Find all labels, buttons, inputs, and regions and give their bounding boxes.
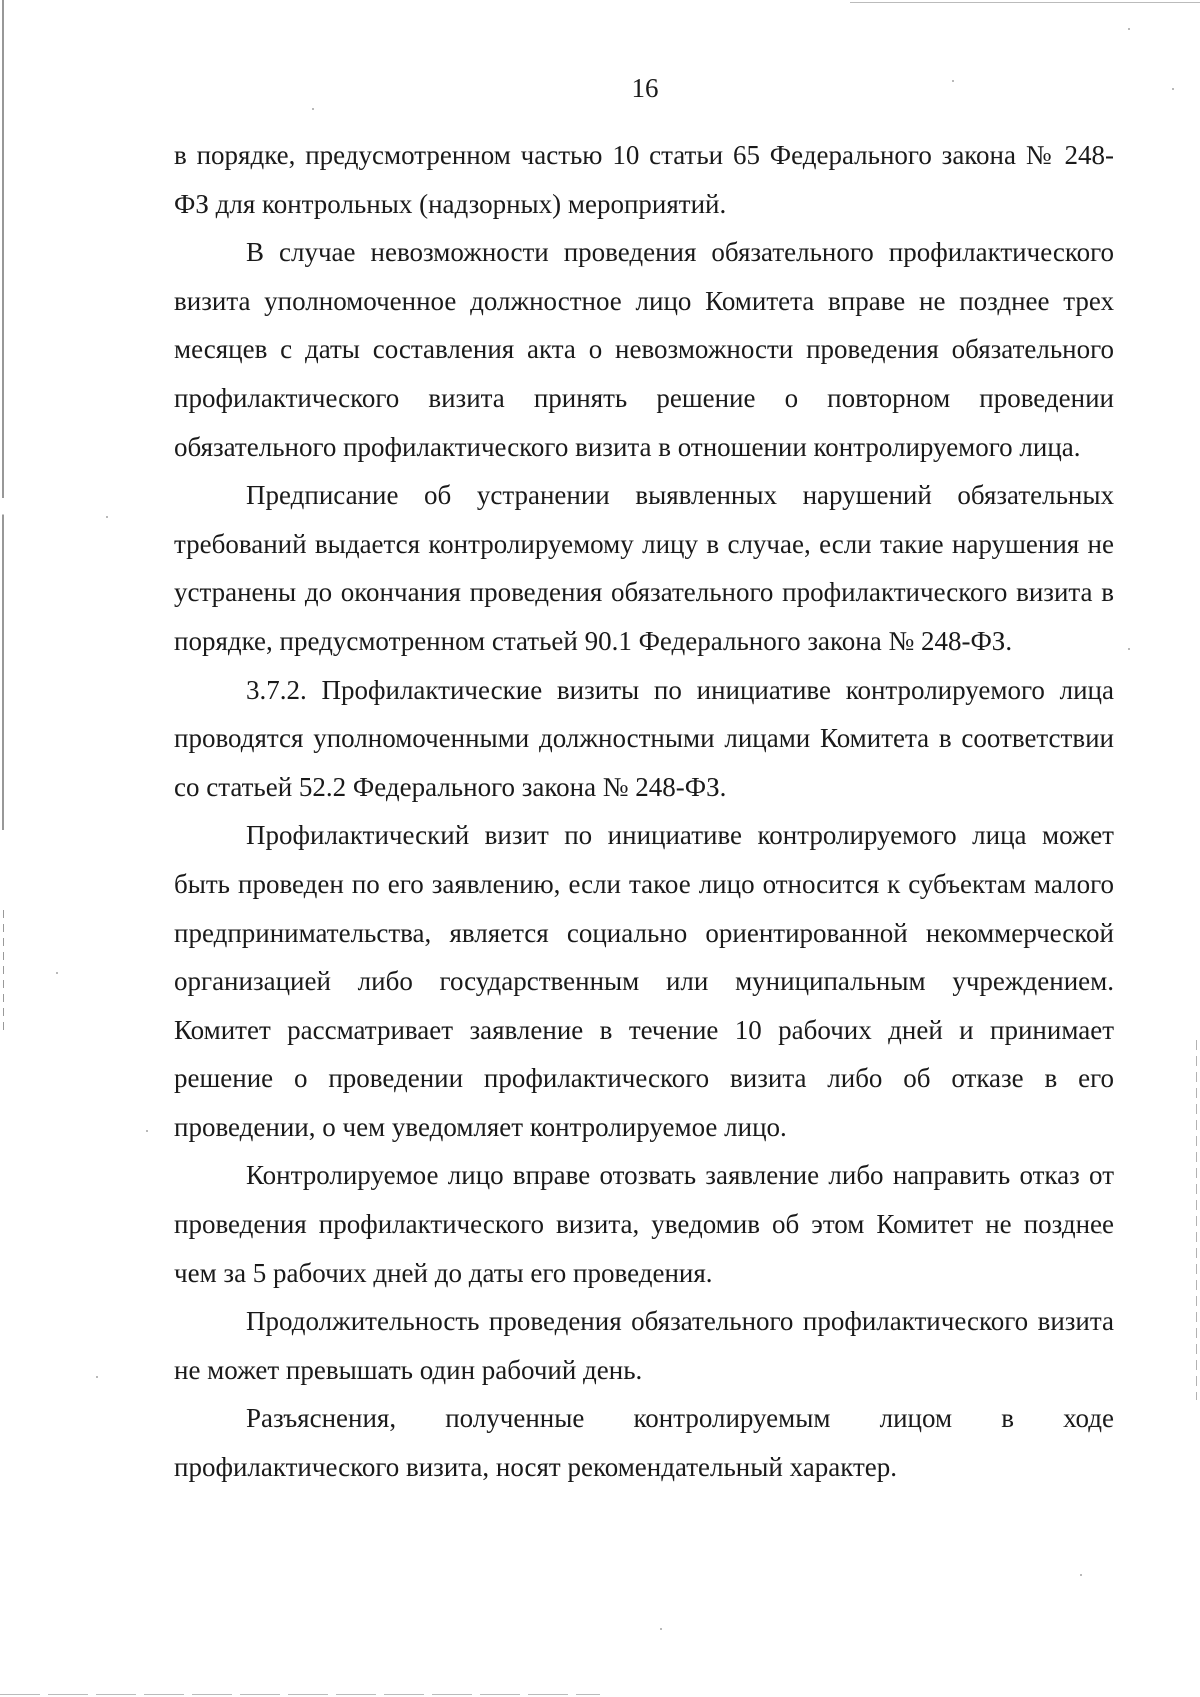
paragraph: Профилактический визит по инициативе контролируемого лица может быть проведен по его заявлению, если такое лицо относится к субъектам малого предпринимательства, является социально ориентированной некоммерческой организацией либо государственным или муниципальным учреждением. Комитет рассматривает заявление в течение 10 рабочих дней и принимает решение о проведении профилактического визита либо об отказе в его проведении, о чем уведомляет контролируемое лицо. xyxy=(174,820,1114,1142)
scan-speck xyxy=(1080,1574,1082,1576)
scan-edge-right xyxy=(1196,1040,1197,1400)
paragraph: Разъяснения, полученные контролируемым лицом в ходе профилактического визита, носят рекомендательный характер. xyxy=(174,1403,1114,1483)
scan-speck xyxy=(96,1376,98,1378)
scan-speck xyxy=(106,516,108,518)
scan-speck xyxy=(660,1628,662,1630)
scan-edge-left-lower xyxy=(3,910,4,1030)
scan-edge-left xyxy=(2,0,4,830)
scan-speck xyxy=(1128,28,1130,30)
scan-speck xyxy=(312,108,314,110)
scan-speck xyxy=(1128,648,1130,650)
document-body xyxy=(174,131,1114,1492)
paragraph: В случае невозможности проведения обязательного профилактического визита уполномоченное должностное лицо Комитета вправе не позднее трех месяцев с даты составления акта о невозможности проведения обязательного профилактического визита принять решение о повторном проведении обязательного профилактического визита в отношении контролируемого лица. xyxy=(174,237,1114,462)
paragraph: Предписание об устранении выявленных нарушений обязательных требований выдается контролируемому лицу в случае, если такие нарушения не устранены до окончания проведения обязательного профилактического визита в порядке, предусмотренном статьей 90.1 Федерального закона № 248-ФЗ. xyxy=(174,480,1114,656)
paragraph-continuation: в порядке, предусмотренном частью 10 статьи 65 Федерального закона № 248-ФЗ для контрольных (надзорных) мероприятий. xyxy=(174,140,1114,219)
scan-speck xyxy=(146,1130,148,1132)
scan-edge-top xyxy=(850,2,1200,3)
scan-speck xyxy=(56,972,58,974)
page-number: 16 xyxy=(631,73,659,103)
paragraph: Продолжительность проведения обязательного профилактического визита не может превышать один рабочий день. xyxy=(174,1306,1114,1385)
paragraph-section-3-7-2: 3.7.2. Профилактические визиты по инициативе контролируемого лица проводятся уполномоченными должностными лицами Комитета в соответствии со статьей 52.2 Федерального закона № 248-ФЗ. xyxy=(174,674,1114,802)
paragraph: Контролируемое лицо вправе отозвать заявление либо направить отказ от проведения профилактического визита, уведомив об этом Комитет не позднее чем за 5 рабочих дней до даты его проведения. xyxy=(174,1160,1114,1288)
scan-edge-bottom xyxy=(0,1694,600,1695)
